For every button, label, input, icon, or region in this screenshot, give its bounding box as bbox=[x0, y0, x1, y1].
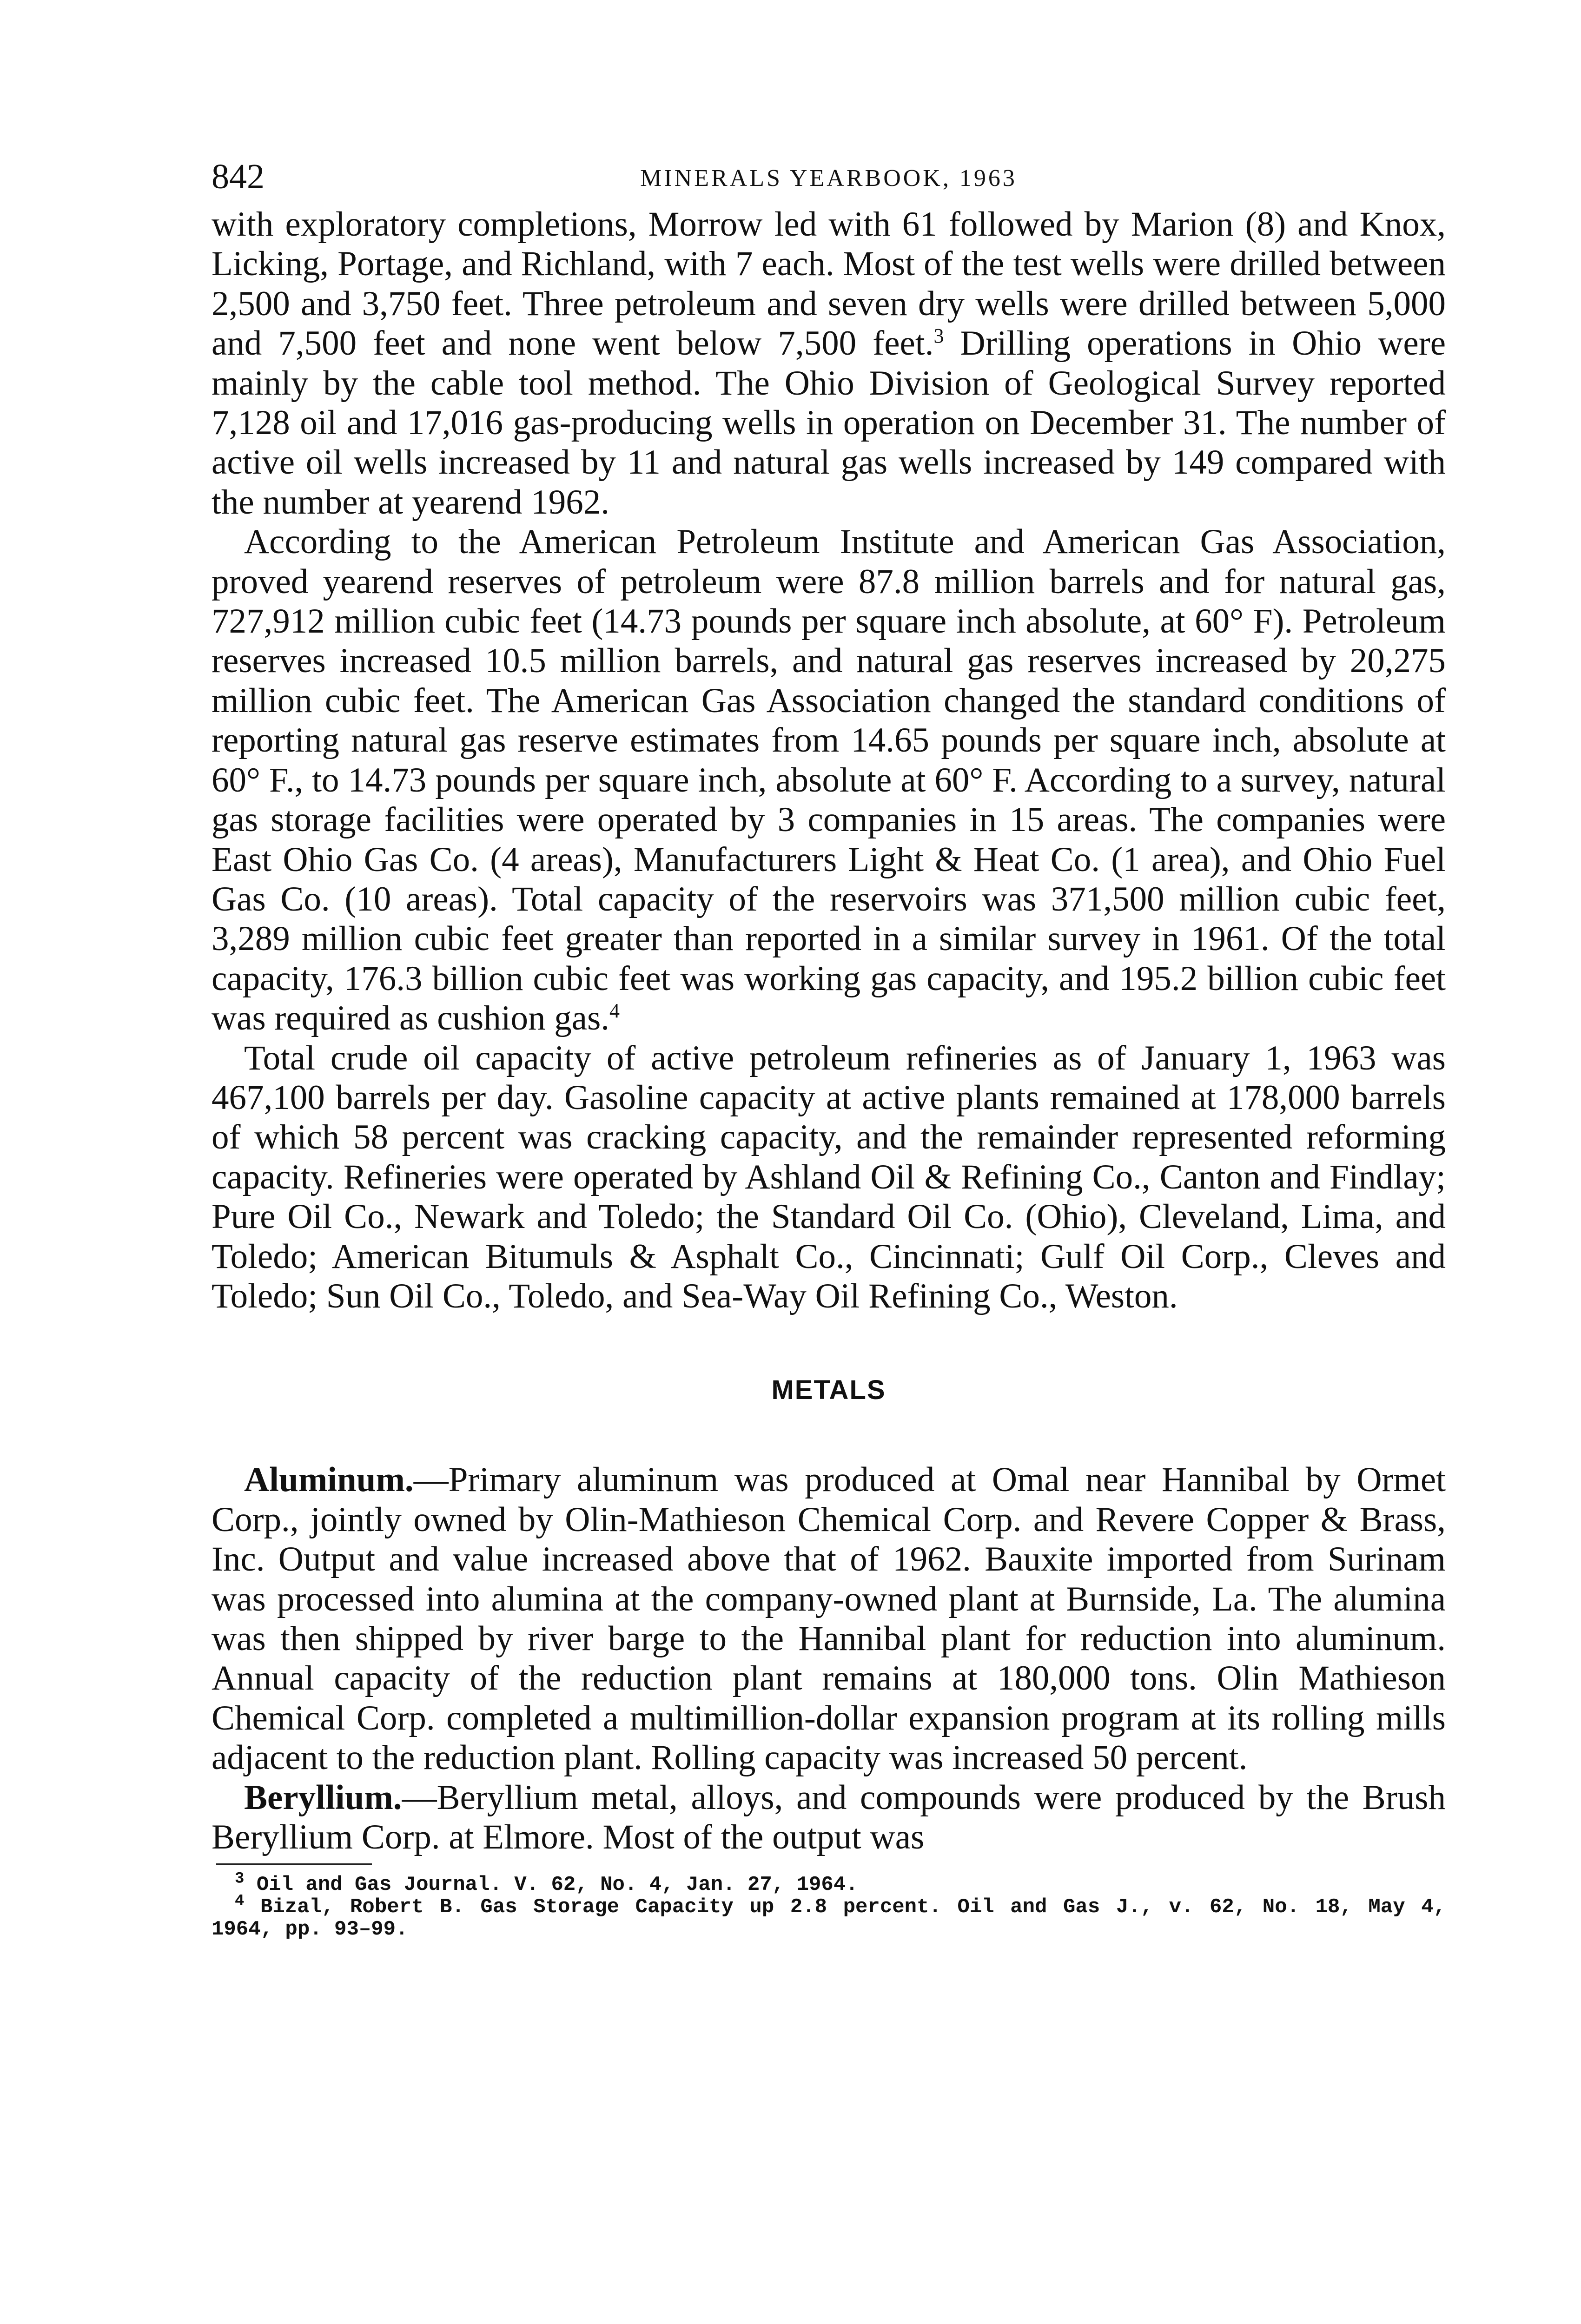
footnote bbox=[212, 1892, 1446, 1941]
paragraph-text: with exploratory completions, Morrow led with 61 followed by Marion (8) and Knox, Licking, Portage, and Richland, with 7 each. Most of the test wells were drilled between 2,500 and 3,750 feet. Three petroleum and seven dry wells were drilled between 5,000 and 7,500 feet and none went below 7,500 feet. bbox=[212, 205, 1446, 363]
paragraph-text-continued: Drilling operations in Ohio were mainly by the cable tool method. The Ohio Division of Geological Survey reported 7,128 oil and 17,016 gas-producing wells in operation on December 31. The number of active oil wells increased by 11 and natural gas wells increased by 149 compared with the number at yearend 1962. bbox=[212, 324, 1446, 522]
paragraph-text: —Beryllium metal, alloys, and compounds were produced by the Brush Beryllium Corp. at Elmore. Most of the output was bbox=[212, 1778, 1446, 1857]
run-in-heading: Aluminum. bbox=[244, 1460, 414, 1499]
footnote-divider bbox=[216, 1863, 372, 1865]
body-text bbox=[212, 205, 1446, 1857]
footnote-reference: 4 bbox=[609, 999, 620, 1023]
document-page bbox=[212, 153, 1446, 1941]
paragraph-oil-gas-wells bbox=[212, 205, 1446, 522]
section-heading-metals: METALS bbox=[771, 1375, 886, 1406]
footnotes bbox=[212, 1870, 1446, 1941]
paragraph-text: —Primary aluminum was produced at Omal near Hannibal by Ormet Corp., jointly owned by Olin-Mathieson Chemical Corp. and Revere Copper & Brass, Inc. Output and value increased above that of 1962. Bauxite imported from Surinam was processed into alumina at the company-owned plant at Burnside, La. The alumina was then shipped by river barge to the Hannibal plant for reduction into aluminum. Annual capacity of the reduction plant remains at 180,000 tons. Olin Mathieson Chemical Corp. completed a multimillion-dollar expansion program at its rolling mills adjacent to the reduction plant. Rolling capacity was increased 50 percent. bbox=[212, 1460, 1446, 1777]
paragraph-text: Total crude oil capacity of active petroleum refineries as of January 1, 1963 was 467,100 barrels per day. Gasoline capacity at active plants remained at 178,000 barrels of which 58 percent was cracking capacity, and the remainder represented reforming capacity. Refineries were operated by Ashland Oil & Refining Co., Canton and Findlay; Pure Oil Co., Newark and Toledo; the Standard Oil Co. (Ohio), Cleveland, Lima, and Toledo; American Bitumuls & Asphalt Co., Cincinnati; Gulf Oil Corp., Cleves and Toledo; Sun Oil Co., Toledo, and Sea-Way Oil Refining Co., Weston. bbox=[212, 1038, 1446, 1315]
paragraph-beryllium bbox=[212, 1778, 1446, 1857]
page-number: 842 bbox=[212, 157, 265, 196]
paragraph-reserves bbox=[212, 522, 1446, 1038]
footnote-mark: 3 bbox=[235, 1870, 245, 1888]
paragraph-text: According to the American Petroleum Institute and American Gas Association, proved yearend reserves of petroleum were 87.8 million barrels and for natural gas, 727,912 million cubic feet (14.73 pounds per square inch absolute, at 60° F). Petroleum reserves increased 10.5 million barrels, and natural gas reserves increased by 20,275 million cubic feet. The American Gas Association changed the standard conditions of reporting natural gas reserve estimates from 14.65 pounds per square inch, absolute at 60° F., to 14.73 pounds per square inch, absolute at 60° F. According to a survey, natural gas storage facilities were operated by 3 companies in 15 areas. The companies were East Ohio Gas Co. (4 areas), Manufacturers Light & Heat Co. (1 area), and Ohio Fuel Gas Co. (10 areas). Total capacity of the reservoirs was 371,500 million cubic feet, 3,289 million cubic feet greater than reported in a similar survey in 1961. Of the total capacity, 176.3 billion cubic feet was working gas capacity, and 195.2 billion cubic feet was required as cushion gas. bbox=[212, 522, 1446, 1038]
footnote-reference: 3 bbox=[933, 324, 944, 348]
run-in-heading: Beryllium. bbox=[244, 1778, 402, 1817]
paragraph-refineries bbox=[212, 1038, 1446, 1316]
footnote-text: Bizal, Robert B. Gas Storage Capacity up 2.8 percent. Oil and Gas J., v. 62, No. 18, May 4, 1964, pp. 93–99. bbox=[212, 1895, 1446, 1941]
running-title: MINERALS YEARBOOK, 1963 bbox=[640, 165, 1017, 191]
running-header bbox=[212, 153, 1446, 205]
footnote-mark: 4 bbox=[235, 1892, 245, 1910]
footnote bbox=[212, 1870, 1446, 1897]
footnote-text: Oil and Gas Journal. V. 62, No. 4, Jan. 27, 1964. bbox=[256, 1873, 858, 1897]
paragraph-aluminum bbox=[212, 1460, 1446, 1777]
